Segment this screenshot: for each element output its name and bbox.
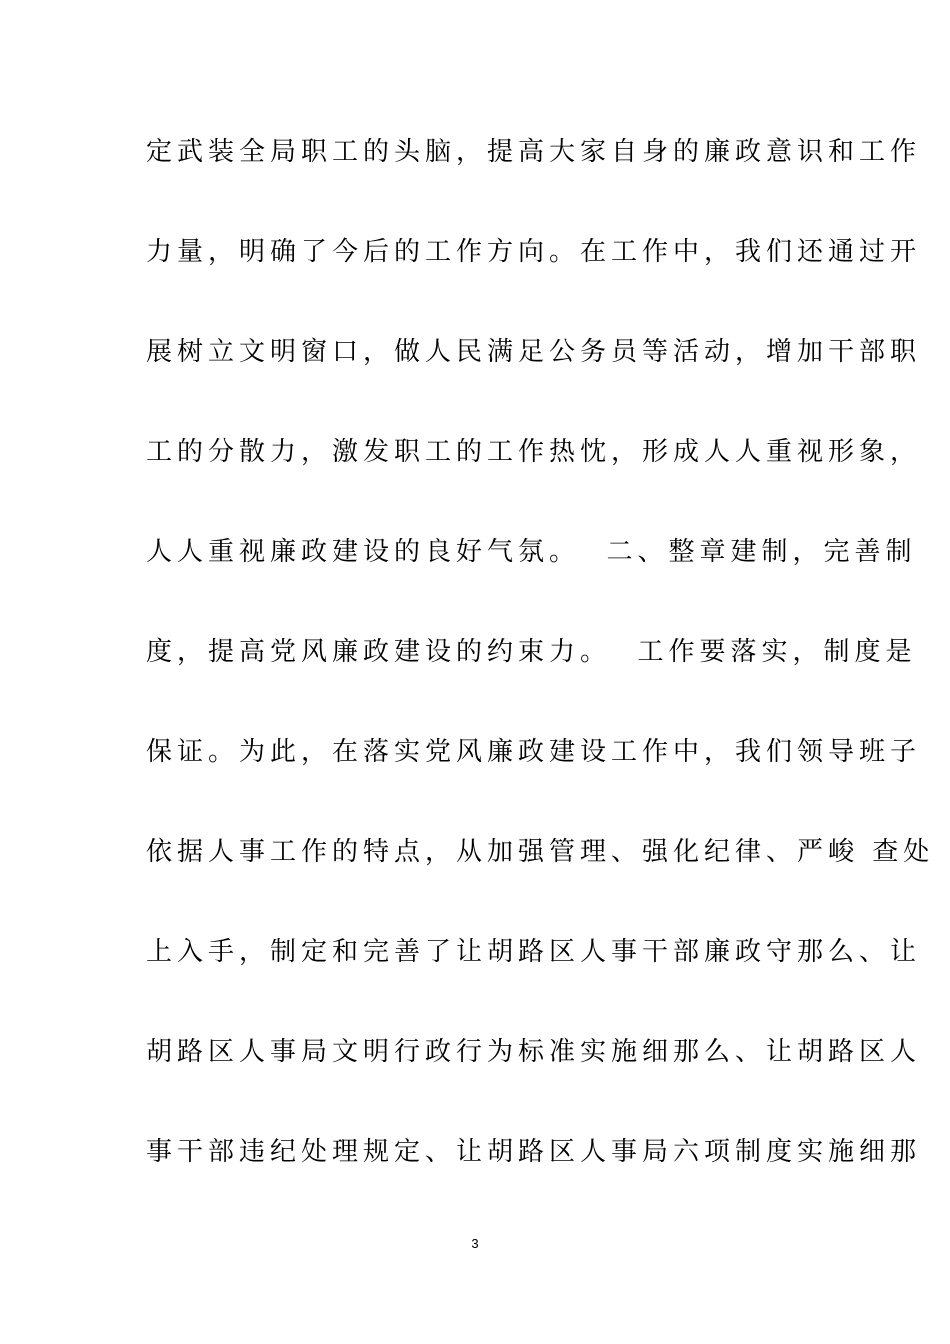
text-line-9: 上入手，制定和完善了让胡路区人事干部廉政守那么、让 [146,937,922,967]
text-line-1: 定武装全局职工的头脑，提高大家自身的廉政意识和工作 [146,137,922,167]
text-line-2: 力量，明确了今后的工作方向。在工作中，我们还通过开 [146,237,922,267]
text-line-3: 展树立文明窗口，做人民满足公务员等活动，增加干部职 [146,337,922,367]
text-line-4: 工的分散力，激发职工的工作热忱，形成人人重视形象， [146,437,922,467]
body-text [146,128,935,1228]
text-line-6: 度，提高党风廉政建设的约束力。 工作要落实，制度是 [146,637,917,667]
text-line-7: 保证。为此，在落实党风廉政建设工作中，我们领导班子 [146,737,922,767]
text-line-11: 事干部违纪处理规定、让胡路区人事局六项制度实施细那 [146,1137,922,1167]
text-line-10: 胡路区人事局文明行政行为标准实施细那么、让胡路区人 [146,1037,922,1067]
text-line-5: 人人重视廉政建设的良好气氛。 二、整章建制，完善制 [146,537,917,567]
text-line-8: 依据人事工作的特点，从加强管理、强化纪律、严峻 查处 [146,837,935,867]
page-number: 3 [471,1236,479,1251]
